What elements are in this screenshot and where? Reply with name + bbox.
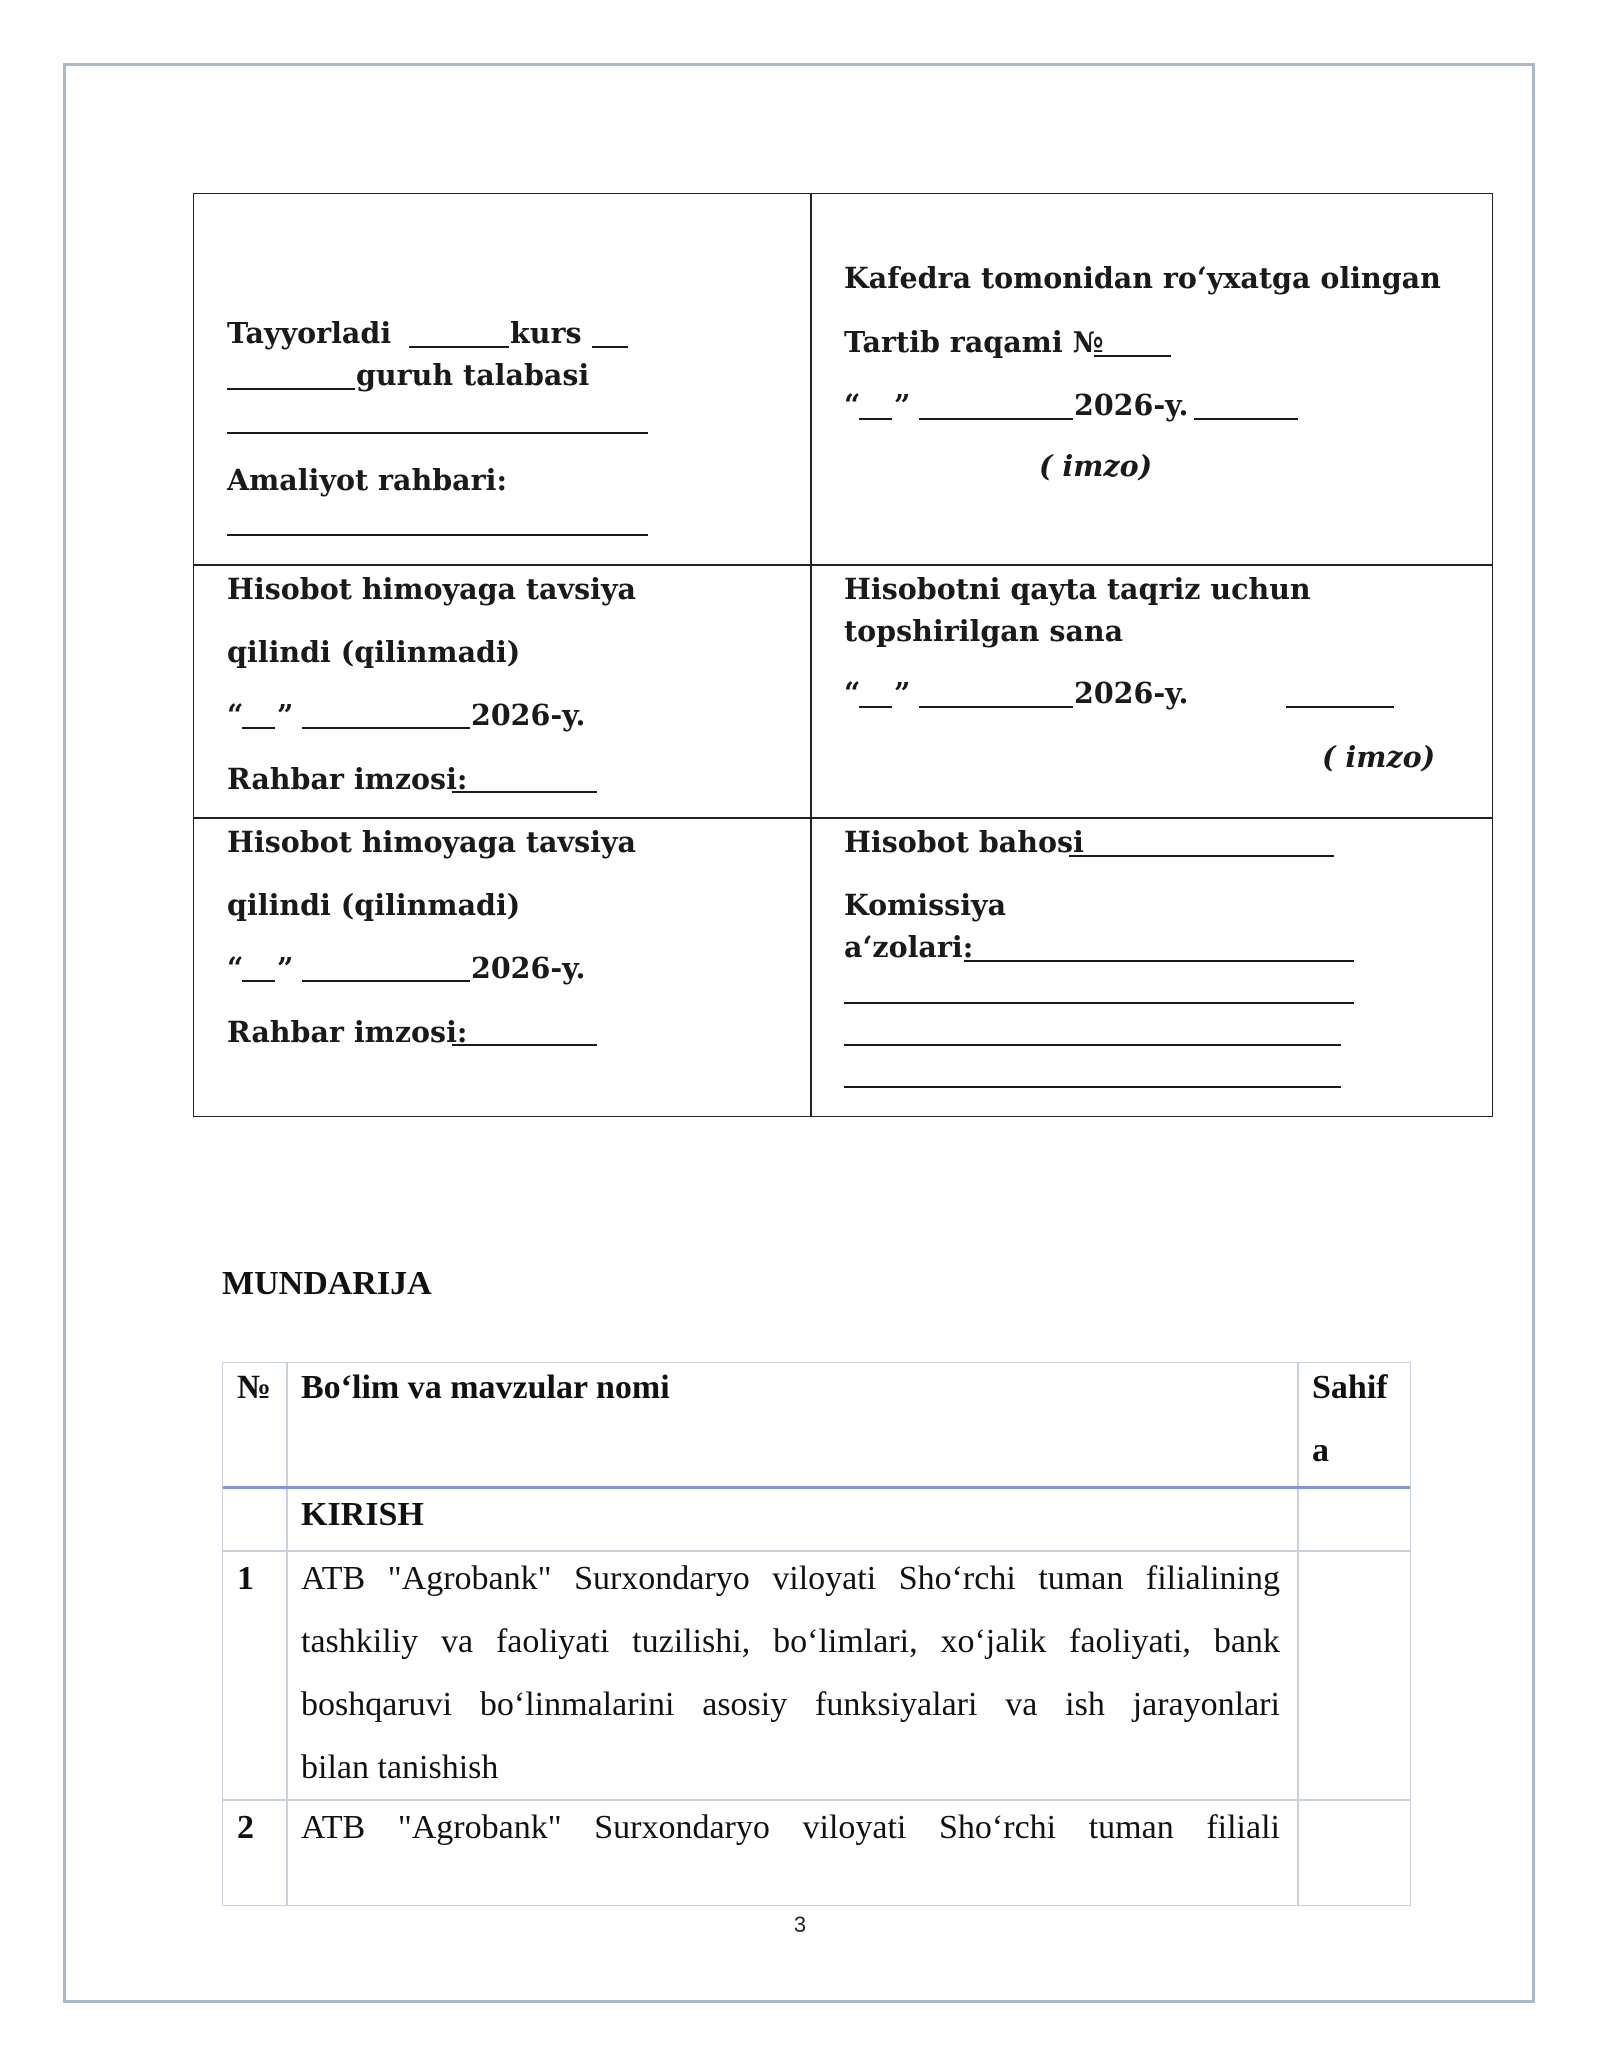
toc-word: Surxondaryo xyxy=(574,1560,750,1597)
report-form-table xyxy=(193,193,1493,1117)
toc-row-title-line xyxy=(301,1811,1280,1845)
supervisor-signature-blank[interactable] xyxy=(452,791,597,793)
toc-row-number: 2 xyxy=(237,1809,254,1846)
page-number: 3 xyxy=(793,1912,807,1937)
toc-col-number-header: № xyxy=(237,1369,272,1406)
toc-word: Sho‘rchi xyxy=(898,1560,1016,1597)
toc-word: viloyati xyxy=(802,1809,907,1846)
commission-member-blank[interactable] xyxy=(844,1044,1341,1046)
date-open-quote: “ xyxy=(227,951,244,985)
commission-line-2: a‘zolari: xyxy=(844,930,974,964)
registration-signature-blank[interactable] xyxy=(1194,418,1298,420)
toc-row-title-line xyxy=(301,1562,1280,1596)
year-label: 2026-y. xyxy=(1074,676,1189,710)
year-label: 2026-y. xyxy=(471,951,586,985)
form-column-divider xyxy=(810,194,812,1116)
toc-word: jarayonlari xyxy=(1132,1686,1280,1723)
student-name-blank[interactable] xyxy=(227,432,648,434)
recommended-line-2: qilindi (qilinmadi) xyxy=(227,635,521,669)
toc-col-page-header-wrap: a xyxy=(1312,1432,1329,1469)
supervisor-signature-blank[interactable] xyxy=(452,1044,597,1046)
date-close-quote: ” xyxy=(894,388,911,422)
date-close-quote: ” xyxy=(277,698,294,732)
toc-col-title-header: Bo‘lim va mavzular nomi xyxy=(301,1369,670,1406)
form-row-divider xyxy=(194,817,1492,819)
toc-heading: MUNDARIJA xyxy=(222,1265,432,1302)
commission-member-blank[interactable] xyxy=(844,1086,1341,1088)
toc-word: bank xyxy=(1213,1623,1280,1660)
signature-caption: ( imzo) xyxy=(1322,740,1436,774)
course-number-blank[interactable] xyxy=(409,346,509,348)
group-student-label: guruh talabasi xyxy=(356,358,590,392)
toc-word: asosiy xyxy=(702,1686,788,1723)
month-blank[interactable] xyxy=(919,418,1073,420)
course-label: kurs xyxy=(510,316,582,350)
toc-row-title-line xyxy=(301,1625,1280,1659)
date-open-quote: “ xyxy=(844,388,861,422)
toc-row-divider xyxy=(223,1550,1410,1552)
toc-word: tuman xyxy=(1038,1560,1124,1597)
toc-header-divider xyxy=(223,1486,1410,1489)
toc-column-divider xyxy=(1297,1363,1299,1905)
toc-word: Sho‘rchi xyxy=(939,1809,1057,1846)
toc-word: ish xyxy=(1065,1686,1105,1723)
day-blank[interactable] xyxy=(859,706,892,708)
date-open-quote: “ xyxy=(844,676,861,710)
recommended-line-1: Hisobot himoyaga tavsiya xyxy=(227,572,636,606)
supervisor-signature-label: Rahbar imzosi: xyxy=(227,762,468,796)
sequence-number-label: Tartib raqami № xyxy=(844,325,1104,359)
prepared-by-label: Tayyorladi xyxy=(227,316,392,350)
toc-word: tashkiliy xyxy=(301,1623,419,1660)
toc-word: bo‘limlari, xyxy=(773,1623,918,1660)
recommended-line-1: Hisobot himoyaga tavsiya xyxy=(227,825,636,859)
supervisor-signature-label: Rahbar imzosi: xyxy=(227,1015,468,1049)
toc-word: bo‘linmalarini xyxy=(479,1686,675,1723)
form-row-divider xyxy=(194,564,1492,566)
toc-word: va xyxy=(1005,1686,1038,1723)
toc-word: ATB xyxy=(301,1560,366,1597)
year-label: 2026-y. xyxy=(1074,388,1189,422)
toc-word: "Agrobank" xyxy=(397,1809,562,1846)
toc-word: ATB xyxy=(301,1809,366,1846)
department-registered-text: Kafedra tomonidan ro‘yxatga olingan xyxy=(844,261,1441,295)
commission-line-1: Komissiya xyxy=(844,888,1007,922)
day-blank[interactable] xyxy=(242,727,275,729)
resubmit-line-1: Hisobotni qayta taqriz uchun xyxy=(844,572,1311,606)
commission-member-blank[interactable] xyxy=(964,960,1354,962)
resubmit-line-2: topshirilgan sana xyxy=(844,614,1124,648)
toc-word: xo‘jalik xyxy=(940,1623,1047,1660)
day-blank[interactable] xyxy=(859,418,892,420)
month-blank[interactable] xyxy=(302,727,470,729)
toc-row-title-line xyxy=(301,1688,1280,1722)
toc-row-number: 1 xyxy=(237,1560,254,1597)
grade-blank[interactable] xyxy=(1069,855,1334,857)
toc-word: tuzilishi, xyxy=(632,1623,751,1660)
commission-member-blank[interactable] xyxy=(844,1002,1354,1004)
toc-word: faoliyati xyxy=(495,1623,610,1660)
toc-word: filialining xyxy=(1145,1560,1280,1597)
month-blank[interactable] xyxy=(919,706,1073,708)
toc-word: faoliyati, xyxy=(1069,1623,1191,1660)
date-close-quote: ” xyxy=(277,951,294,985)
year-label: 2026-y. xyxy=(471,698,586,732)
resubmit-signature-blank[interactable] xyxy=(1286,706,1394,708)
group-prefix-blank[interactable] xyxy=(592,346,628,348)
toc-word: boshqaruvi xyxy=(301,1686,453,1723)
toc-word: tuman xyxy=(1088,1809,1174,1846)
toc-column-divider xyxy=(286,1363,288,1905)
toc-word: funksiyalari xyxy=(815,1686,978,1723)
toc-word: filiali xyxy=(1206,1809,1280,1846)
group-number-blank[interactable] xyxy=(227,388,355,390)
month-blank[interactable] xyxy=(302,980,470,982)
toc-word: "Agrobank" xyxy=(387,1560,552,1597)
toc-word: viloyati xyxy=(772,1560,877,1597)
signature-caption: ( imzo) xyxy=(1039,449,1153,483)
day-blank[interactable] xyxy=(242,980,275,982)
sequence-number-blank[interactable] xyxy=(1094,355,1171,357)
toc-row-title: KIRISH xyxy=(301,1496,424,1533)
supervisor-name-blank[interactable] xyxy=(227,534,648,536)
toc-table xyxy=(222,1362,1411,1906)
toc-col-page-header: Sahif xyxy=(1312,1369,1388,1406)
toc-word: va xyxy=(441,1623,474,1660)
date-close-quote: ” xyxy=(894,676,911,710)
toc-word: Surxondaryo xyxy=(594,1809,770,1846)
practice-supervisor-label: Amaliyot rahbari: xyxy=(227,463,508,497)
date-open-quote: “ xyxy=(227,698,244,732)
toc-row-title-line: bilan tanishish xyxy=(301,1749,499,1786)
grade-label: Hisobot bahosi xyxy=(844,825,1084,859)
recommended-line-2: qilindi (qilinmadi) xyxy=(227,888,521,922)
toc-row-divider xyxy=(223,1799,1410,1801)
